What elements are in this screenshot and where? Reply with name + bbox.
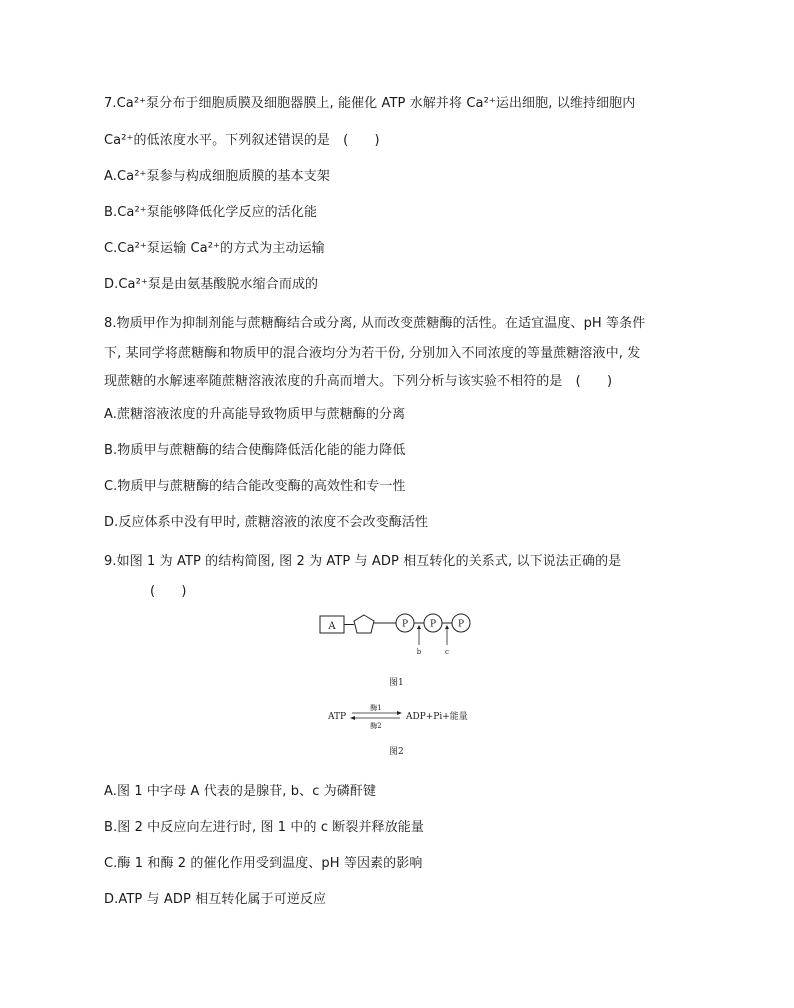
ribose-pentagon: [354, 615, 374, 633]
q7-option-d: D.Ca²⁺泵是由氨基酸脱水缩合而成的: [104, 277, 319, 292]
q9-option-a: A.图 1 中字母 A 代表的是腺苷, b、c 为磷酐键: [104, 784, 377, 799]
atp-structure-figure: [316, 610, 486, 658]
q9-option-b: B.图 2 中反应向左进行时, 图 1 中的 c 断裂并释放能量: [104, 820, 424, 835]
q7-stem-line2: Ca²⁺的低浓度水平。下列叙述错误的是 ( ): [104, 133, 380, 148]
q7-stem-line1: 7.Ca²⁺泵分布于细胞质膜及细胞器膜上, 能催化 ATP 水解并将 Ca²⁺运出细胞, 以维持细胞内: [104, 96, 636, 111]
svg-text:P: P: [429, 619, 437, 630]
q8-stem-line2: 下, 某同学将蔗糖酶和物质甲的混合液均分为若干份, 分别加入不同浓度的等量蔗糖溶液中, 发: [104, 346, 641, 361]
enzyme-1-label: 酶1: [370, 704, 382, 712]
q7-option-b: B.Ca²⁺泵能够降低化学反应的活化能: [104, 205, 318, 220]
q8-option-b: B.物质甲与蔗糖酶的结合使酶降低活化能的能力降低: [104, 443, 406, 458]
atp-adp-equation: [320, 700, 480, 732]
q9-stem-line1: 9.如图 1 为 ATP 的结构简图, 图 2 为 ATP 与 ADP 相互转化的关系式, 以下说法正确的是: [104, 554, 622, 569]
svg-text:P: P: [457, 619, 465, 630]
figure1-caption: 图1: [389, 678, 404, 688]
q7-option-a: A.Ca²⁺泵参与构成细胞质膜的基本支架: [104, 169, 330, 184]
enzyme-2-label: 酶2: [370, 722, 382, 730]
q8-stem-line3: 现蔗糖的水解速率随蔗糖溶液浓度的升高而增大。下列分析与该实验不相符的是 ( ): [104, 374, 613, 389]
equation-left: ATP: [328, 712, 347, 722]
q8-option-c: C.物质甲与蔗糖酶的结合能改变酶的高效性和专一性: [104, 479, 406, 494]
equation-right: ADP+Pi+能量: [406, 712, 468, 722]
q9-option-d: D.ATP 与 ADP 相互转化属于可逆反应: [104, 892, 327, 907]
adenine-label: A: [328, 621, 336, 632]
q8-option-a: A.蔗糖溶液浓度的升高能导致物质甲与蔗糖酶的分离: [104, 407, 406, 422]
figure2-caption: 图2: [389, 747, 404, 757]
q9-stem-paren: ( ): [150, 584, 187, 599]
svg-text:P: P: [401, 619, 409, 630]
q7-option-c: C.Ca²⁺泵运输 Ca²⁺的方式为主动运输: [104, 241, 325, 256]
bond-c-label: c: [445, 648, 449, 656]
q9-option-c: C.酶 1 和酶 2 的催化作用受到温度、pH 等因素的影响: [104, 856, 423, 871]
q8-option-d: D.反应体系中没有甲时, 蔗糖溶液的浓度不会改变酶活性: [104, 515, 429, 530]
q8-stem-line1: 8.物质甲作为抑制剂能与蔗糖酶结合或分离, 从而改变蔗糖酶的活性。在适宜温度、pH 等条件: [104, 316, 646, 331]
bond-b-label: b: [416, 648, 422, 656]
